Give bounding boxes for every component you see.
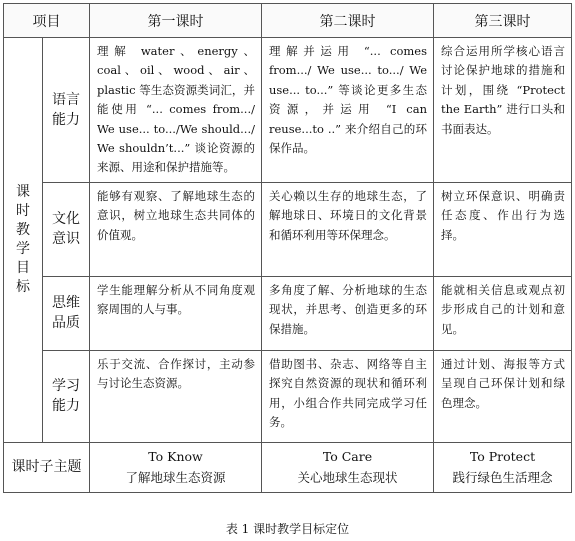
cell-thinking-lesson-2: 多角度了解、分析地球的生态现状，并思考、创造更多的环保措施。 xyxy=(262,276,434,350)
theme-lesson-3: To Protect 践行绿色生活理念 xyxy=(434,442,572,492)
cell-language-lesson-3: 综合运用所学核心语言讨论保护地球的措施和计划，围绕 “Protect the Earth” 进行口头和书面表达。 xyxy=(434,38,572,183)
cell-learning-lesson-1: 乐于交流、合作探讨，主动参与讨论生态资源。 xyxy=(90,350,262,442)
row-label-learning: 学习 能力 xyxy=(43,350,90,442)
cell-learning-lesson-2: 借助图书、杂志、网络等自主探究自然资源的现状和循环利用，小组合作共同完成学习任务。 xyxy=(262,350,434,442)
cell-language-lesson-2: 理解并运用 “... comes from.../ We use... to.../ We use... to...” 等谈论更多生态资源，并运用 “I can reuse...to ..” 来介绍自己的环保作品。 xyxy=(262,38,434,183)
header-lesson-2: 第二课时 xyxy=(262,4,434,38)
row-label-theme: 课时子主题 xyxy=(4,442,90,492)
cell-learning-lesson-3: 通过计划、海报等方式呈现自己环保计划和绿色理念。 xyxy=(434,350,572,442)
cell-culture-lesson-2: 关心赖以生存的地球生态，了解地球日、环境日的文化背景和循环利用等环保理念。 xyxy=(262,182,434,276)
row-label-culture: 文化 意识 xyxy=(43,182,90,276)
table-row-culture xyxy=(4,182,572,276)
cell-thinking-lesson-3: 能就相关信息或观点初步形成自己的计划和意见。 xyxy=(434,276,572,350)
theme-lesson-2: To Care 关心地球生态现状 xyxy=(262,442,434,492)
cell-language-lesson-1: 理解 water、energy、coal、oil、wood、air、plastic 等生态资源类词汇，并能使用 “... comes from.../ We use... to.../We should.../ We shouldn’t...” 谈论资源的来源、用途和保护措施等。 xyxy=(90,38,262,183)
table-caption: 表 1 课时教学目标定位 xyxy=(225,522,350,536)
table-header-row xyxy=(4,4,572,38)
lesson-objectives-table xyxy=(3,3,572,493)
table-row-language xyxy=(4,38,572,183)
header-lesson-3: 第三课时 xyxy=(434,4,572,38)
header-lesson-1: 第一课时 xyxy=(90,4,262,38)
header-item: 项目 xyxy=(4,4,90,38)
table-row-thinking xyxy=(4,276,572,350)
row-label-thinking: 思维 品质 xyxy=(43,276,90,350)
cell-culture-lesson-1: 能够有观察、了解地球生态的意识，树立地球生态共同体的价值观。 xyxy=(90,182,262,276)
objectives-label: 课 时 教 学 目 标 xyxy=(4,38,43,443)
cell-thinking-lesson-1: 学生能理解分析从不同角度观察周围的人与事。 xyxy=(90,276,262,350)
table-row-learning xyxy=(4,350,572,442)
cell-culture-lesson-3: 树立环保意识、明确责任态度、作出行为选择。 xyxy=(434,182,572,276)
row-label-language: 语言 能力 xyxy=(43,38,90,183)
theme-lesson-1: To Know 了解地球生态资源 xyxy=(90,442,262,492)
table-row-theme xyxy=(4,442,572,492)
